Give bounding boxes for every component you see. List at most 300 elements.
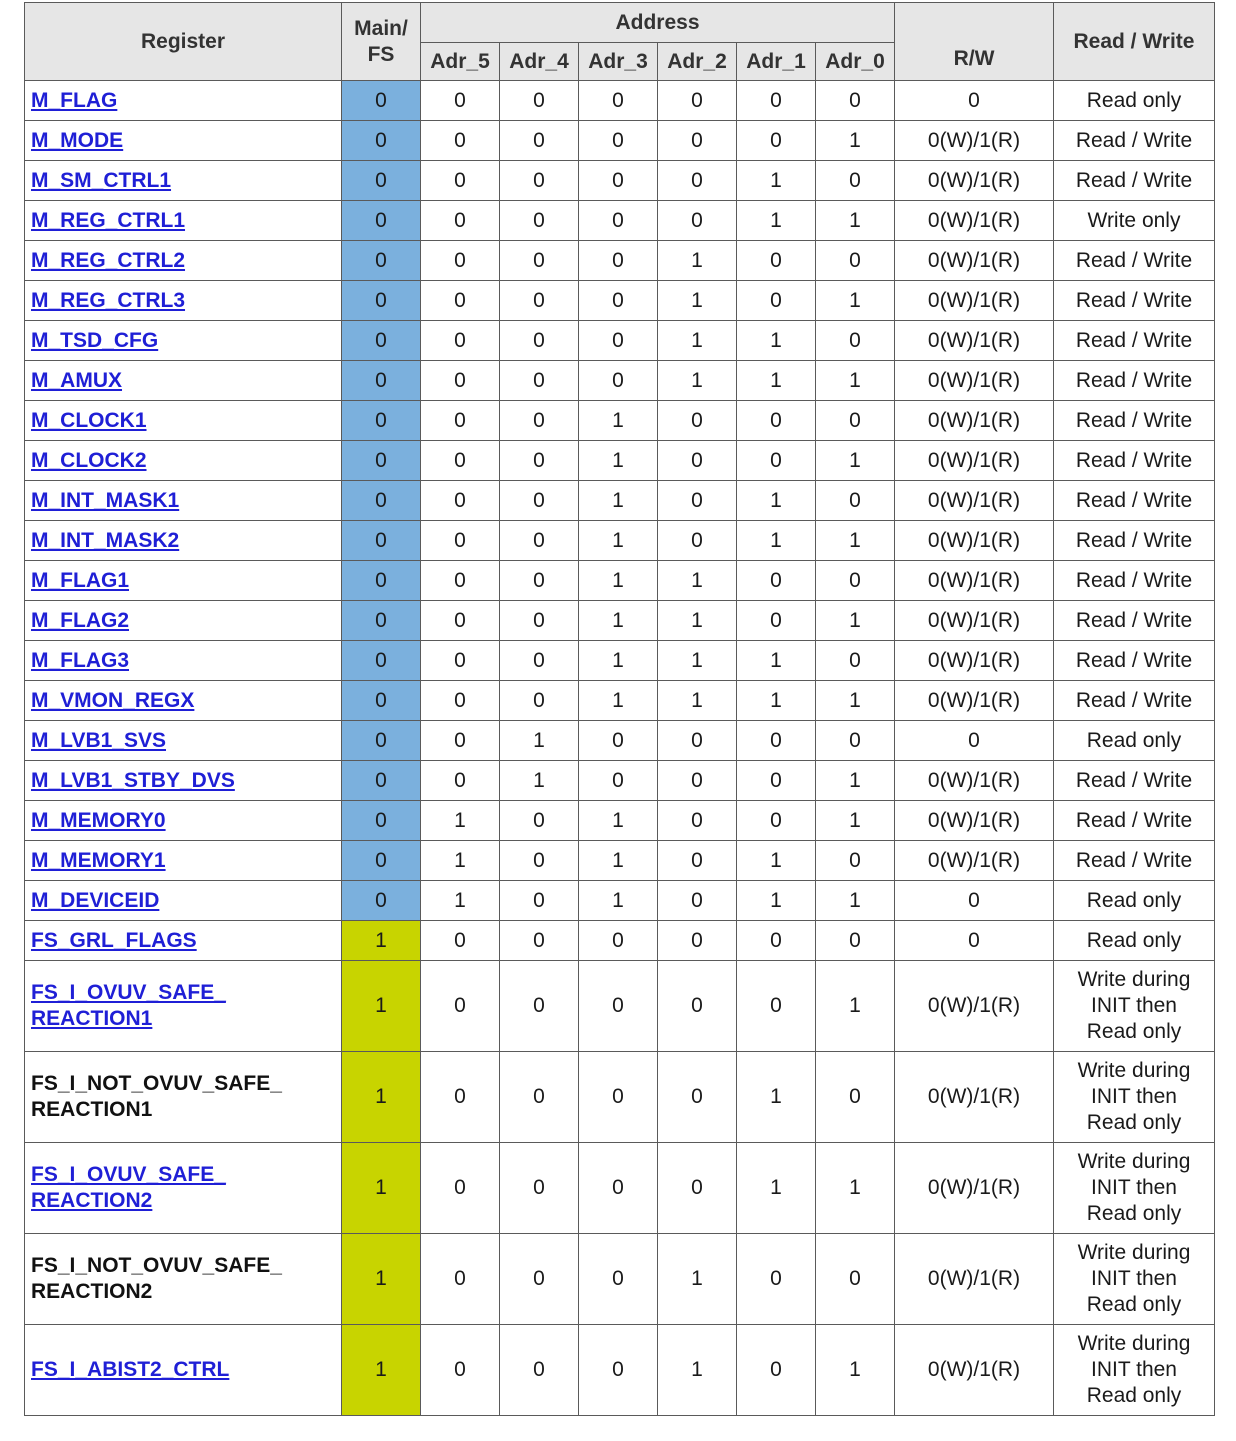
access-cell: Write only	[1054, 201, 1215, 241]
adr-0-cell: 1	[816, 1325, 895, 1416]
access-cell: Read / Write	[1054, 481, 1215, 521]
main-fs-cell: 0	[342, 681, 421, 721]
rw-cell: 0(W)/1(R)	[895, 801, 1054, 841]
adr-0-cell: 0	[816, 161, 895, 201]
main-fs-cell: 0	[342, 641, 421, 681]
rw-cell: 0(W)/1(R)	[895, 1143, 1054, 1234]
adr-3-cell: 0	[579, 161, 658, 201]
table-row	[25, 721, 1215, 761]
register-link[interactable]: M_REG_CTRL2	[31, 248, 186, 272]
adr-3-cell: 0	[579, 201, 658, 241]
adr-2-cell: 1	[658, 241, 737, 281]
adr-4-cell: 0	[500, 1325, 579, 1416]
register-cell	[25, 1143, 342, 1234]
adr-0-cell: 0	[816, 921, 895, 961]
adr-4-cell: 0	[500, 801, 579, 841]
table-row	[25, 961, 1215, 1052]
adr-5-cell: 0	[421, 561, 500, 601]
adr-2-cell: 1	[658, 361, 737, 401]
adr-3-cell: 0	[579, 361, 658, 401]
adr-5-cell: 0	[421, 441, 500, 481]
main-fs-cell: 0	[342, 561, 421, 601]
table-row	[25, 881, 1215, 921]
main-fs-cell: 0	[342, 161, 421, 201]
adr-2-cell: 0	[658, 521, 737, 561]
access-cell: Write during INIT then Read only	[1054, 1143, 1215, 1234]
adr-2-cell: 0	[658, 441, 737, 481]
adr-3-cell: 0	[579, 921, 658, 961]
table-row	[25, 761, 1215, 801]
adr-1-cell: 0	[737, 961, 816, 1052]
adr-5-cell: 0	[421, 521, 500, 561]
rw-cell: 0	[895, 721, 1054, 761]
adr-5-cell: 1	[421, 881, 500, 921]
register-cell	[25, 881, 342, 921]
access-cell: Read / Write	[1054, 521, 1215, 561]
table-row	[25, 641, 1215, 681]
access-cell: Write during INIT then Read only	[1054, 1234, 1215, 1325]
register-link[interactable]: M_MEMORY0	[31, 808, 166, 832]
header-adr0: Adr_0	[816, 43, 895, 81]
adr-4-cell: 0	[500, 121, 579, 161]
register-cell	[25, 1234, 342, 1325]
adr-0-cell: 0	[816, 721, 895, 761]
adr-0-cell: 0	[816, 241, 895, 281]
access-cell: Read only	[1054, 721, 1215, 761]
register-link[interactable]: M_INT_MASK1	[31, 488, 180, 512]
main-fs-cell: 0	[342, 361, 421, 401]
adr-3-cell: 0	[579, 81, 658, 121]
adr-0-cell: 0	[816, 841, 895, 881]
adr-3-cell: 0	[579, 961, 658, 1052]
adr-0-cell: 0	[816, 561, 895, 601]
adr-1-cell: 0	[737, 401, 816, 441]
main-fs-cell: 0	[342, 241, 421, 281]
adr-1-cell: 1	[737, 161, 816, 201]
adr-2-cell: 0	[658, 81, 737, 121]
adr-1-cell: 1	[737, 521, 816, 561]
main-fs-cell: 1	[342, 1143, 421, 1234]
table-row	[25, 601, 1215, 641]
adr-3-cell: 1	[579, 841, 658, 881]
rw-cell: 0(W)/1(R)	[895, 761, 1054, 801]
register-link[interactable]: M_MEMORY1	[31, 848, 166, 872]
adr-4-cell: 0	[500, 81, 579, 121]
rw-cell: 0(W)/1(R)	[895, 481, 1054, 521]
table-row	[25, 201, 1215, 241]
adr-3-cell: 0	[579, 121, 658, 161]
adr-2-cell: 0	[658, 961, 737, 1052]
adr-0-cell: 0	[816, 641, 895, 681]
table-row	[25, 1143, 1215, 1234]
adr-0-cell: 1	[816, 281, 895, 321]
access-cell: Write during INIT then Read only	[1054, 961, 1215, 1052]
adr-3-cell: 0	[579, 241, 658, 281]
rw-cell: 0(W)/1(R)	[895, 201, 1054, 241]
access-cell: Read / Write	[1054, 361, 1215, 401]
rw-cell: 0(W)/1(R)	[895, 121, 1054, 161]
register-link[interactable]: M_FLAG	[31, 88, 118, 112]
adr-0-cell: 1	[816, 881, 895, 921]
adr-4-cell: 0	[500, 841, 579, 881]
adr-0-cell: 1	[816, 521, 895, 561]
rw-cell: 0(W)/1(R)	[895, 1234, 1054, 1325]
adr-0-cell: 0	[816, 1234, 895, 1325]
main-fs-cell: 0	[342, 721, 421, 761]
adr-0-cell: 1	[816, 1143, 895, 1234]
adr-5-cell: 0	[421, 921, 500, 961]
adr-2-cell: 1	[658, 601, 737, 641]
access-cell: Read / Write	[1054, 281, 1215, 321]
access-cell: Read / Write	[1054, 321, 1215, 361]
rw-cell: 0(W)/1(R)	[895, 841, 1054, 881]
adr-4-cell: 0	[500, 601, 579, 641]
adr-2-cell: 1	[658, 1234, 737, 1325]
adr-3-cell: 1	[579, 521, 658, 561]
table-row	[25, 921, 1215, 961]
adr-4-cell: 1	[500, 721, 579, 761]
adr-2-cell: 1	[658, 641, 737, 681]
access-cell: Write during INIT then Read only	[1054, 1325, 1215, 1416]
register-link[interactable]: M_LVB1_SVS	[31, 728, 166, 752]
adr-5-cell: 0	[421, 761, 500, 801]
access-cell: Write during INIT then Read only	[1054, 1052, 1215, 1143]
main-fs-cell: 0	[342, 881, 421, 921]
access-cell: Read only	[1054, 921, 1215, 961]
main-fs-cell: 0	[342, 481, 421, 521]
register-link[interactable]: M_AMUX	[31, 368, 123, 392]
register-link[interactable]: M_TSD_CFG	[31, 328, 159, 352]
adr-1-cell: 0	[737, 761, 816, 801]
rw-cell: 0	[895, 921, 1054, 961]
register-cell	[25, 761, 342, 801]
adr-3-cell: 1	[579, 601, 658, 641]
main-fs-cell: 1	[342, 961, 421, 1052]
main-fs-cell: 1	[342, 1234, 421, 1325]
adr-1-cell: 0	[737, 801, 816, 841]
adr-0-cell: 0	[816, 81, 895, 121]
adr-2-cell: 0	[658, 1052, 737, 1143]
adr-3-cell: 0	[579, 1234, 658, 1325]
adr-2-cell: 1	[658, 321, 737, 361]
header-adr2: Adr_2	[658, 43, 737, 81]
register-cell	[25, 921, 342, 961]
adr-1-cell: 1	[737, 641, 816, 681]
adr-0-cell: 0	[816, 1052, 895, 1143]
adr-0-cell: 1	[816, 361, 895, 401]
adr-3-cell: 1	[579, 801, 658, 841]
main-fs-cell: 0	[342, 401, 421, 441]
adr-2-cell: 0	[658, 1143, 737, 1234]
access-cell: Read only	[1054, 881, 1215, 921]
adr-4-cell: 0	[500, 321, 579, 361]
table-row	[25, 1325, 1215, 1416]
table-row	[25, 681, 1215, 721]
adr-3-cell: 1	[579, 641, 658, 681]
adr-2-cell: 0	[658, 201, 737, 241]
adr-4-cell: 0	[500, 441, 579, 481]
adr-2-cell: 0	[658, 481, 737, 521]
adr-5-cell: 0	[421, 681, 500, 721]
register-cell	[25, 961, 342, 1052]
rw-cell: 0(W)/1(R)	[895, 1052, 1054, 1143]
register-name: FS_I_NOT_OVUV_SAFE_ REACTION2	[31, 1254, 282, 1303]
adr-5-cell: 0	[421, 961, 500, 1052]
adr-3-cell: 0	[579, 721, 658, 761]
register-cell	[25, 641, 342, 681]
adr-1-cell: 1	[737, 1052, 816, 1143]
adr-3-cell: 0	[579, 281, 658, 321]
header-adr1: Adr_1	[737, 43, 816, 81]
adr-4-cell: 0	[500, 681, 579, 721]
adr-5-cell: 0	[421, 1325, 500, 1416]
register-cell	[25, 1325, 342, 1416]
access-cell: Read / Write	[1054, 801, 1215, 841]
register-address-table	[24, 2, 1215, 1416]
header-adr4: Adr_4	[500, 43, 579, 81]
adr-1-cell: 0	[737, 441, 816, 481]
register-cell	[25, 721, 342, 761]
register-link[interactable]: M_CLOCK2	[31, 448, 147, 472]
adr-5-cell: 0	[421, 721, 500, 761]
register-name: FS_I_NOT_OVUV_SAFE_ REACTION1	[31, 1072, 282, 1121]
register-link[interactable]: FS_I_OVUV_SAFE_ REACTION1	[31, 981, 226, 1030]
access-cell: Read / Write	[1054, 841, 1215, 881]
adr-5-cell: 0	[421, 81, 500, 121]
rw-cell: 0(W)/1(R)	[895, 601, 1054, 641]
adr-0-cell: 1	[816, 961, 895, 1052]
adr-1-cell: 0	[737, 81, 816, 121]
adr-2-cell: 0	[658, 161, 737, 201]
adr-0-cell: 1	[816, 201, 895, 241]
adr-3-cell: 1	[579, 481, 658, 521]
adr-1-cell: 0	[737, 121, 816, 161]
adr-1-cell: 1	[737, 681, 816, 721]
main-fs-cell: 0	[342, 121, 421, 161]
register-link[interactable]: M_DEVICEID	[31, 888, 160, 912]
register-cell	[25, 241, 342, 281]
adr-2-cell: 0	[658, 881, 737, 921]
access-cell: Read / Write	[1054, 601, 1215, 641]
register-cell	[25, 361, 342, 401]
register-cell	[25, 681, 342, 721]
adr-5-cell: 0	[421, 401, 500, 441]
main-fs-cell: 0	[342, 521, 421, 561]
rw-cell: 0(W)/1(R)	[895, 321, 1054, 361]
rw-cell: 0(W)/1(R)	[895, 161, 1054, 201]
adr-4-cell: 0	[500, 201, 579, 241]
register-cell	[25, 841, 342, 881]
table-row	[25, 81, 1215, 121]
register-link[interactable]: FS_I_OVUV_SAFE_ REACTION2	[31, 1163, 226, 1212]
main-fs-cell: 0	[342, 441, 421, 481]
register-cell	[25, 801, 342, 841]
register-cell	[25, 521, 342, 561]
register-link[interactable]: M_VMON_REGX	[31, 688, 195, 712]
main-fs-cell: 0	[342, 201, 421, 241]
adr-4-cell: 0	[500, 921, 579, 961]
adr-5-cell: 0	[421, 121, 500, 161]
register-link[interactable]: M_LVB1_STBY_DVS	[31, 768, 235, 792]
adr-2-cell: 0	[658, 121, 737, 161]
adr-4-cell: 0	[500, 481, 579, 521]
adr-5-cell: 0	[421, 601, 500, 641]
register-link[interactable]: M_INT_MASK2	[31, 528, 180, 552]
adr-1-cell: 1	[737, 881, 816, 921]
table-row	[25, 121, 1215, 161]
rw-cell: 0(W)/1(R)	[895, 681, 1054, 721]
main-fs-cell: 0	[342, 321, 421, 361]
register-link[interactable]: M_REG_CTRL1	[31, 208, 186, 232]
adr-5-cell: 0	[421, 641, 500, 681]
register-link[interactable]: M_FLAG1	[31, 568, 130, 592]
access-cell: Read / Write	[1054, 561, 1215, 601]
register-cell	[25, 121, 342, 161]
adr-1-cell: 0	[737, 1234, 816, 1325]
register-cell	[25, 201, 342, 241]
adr-3-cell: 0	[579, 321, 658, 361]
adr-5-cell: 1	[421, 841, 500, 881]
header-address: Address	[421, 3, 895, 43]
adr-1-cell: 0	[737, 1325, 816, 1416]
adr-4-cell: 1	[500, 761, 579, 801]
adr-5-cell: 0	[421, 1052, 500, 1143]
rw-cell: 0(W)/1(R)	[895, 521, 1054, 561]
access-cell: Read / Write	[1054, 681, 1215, 721]
access-cell: Read / Write	[1054, 441, 1215, 481]
register-link[interactable]: FS_GRL_FLAGS	[31, 928, 197, 952]
adr-0-cell: 1	[816, 761, 895, 801]
main-fs-cell: 0	[342, 281, 421, 321]
adr-2-cell: 1	[658, 281, 737, 321]
register-link[interactable]: FS_I_ABIST2_CTRL	[31, 1358, 230, 1381]
rw-cell: 0(W)/1(R)	[895, 641, 1054, 681]
adr-5-cell: 0	[421, 321, 500, 361]
adr-4-cell: 0	[500, 161, 579, 201]
rw-cell: 0(W)/1(R)	[895, 401, 1054, 441]
table-row	[25, 481, 1215, 521]
adr-4-cell: 0	[500, 1234, 579, 1325]
adr-4-cell: 0	[500, 521, 579, 561]
adr-0-cell: 0	[816, 401, 895, 441]
adr-3-cell: 0	[579, 761, 658, 801]
register-link[interactable]: M_MODE	[31, 128, 124, 152]
register-link[interactable]: M_SM_CTRL1	[31, 168, 172, 192]
register-link[interactable]: M_REG_CTRL3	[31, 288, 186, 312]
rw-cell: 0	[895, 881, 1054, 921]
adr-3-cell: 0	[579, 1325, 658, 1416]
register-cell	[25, 321, 342, 361]
register-cell	[25, 441, 342, 481]
adr-2-cell: 1	[658, 681, 737, 721]
adr-0-cell: 1	[816, 441, 895, 481]
table-row	[25, 841, 1215, 881]
header-adr5: Adr_5	[421, 43, 500, 81]
adr-2-cell: 1	[658, 1325, 737, 1416]
table-row	[25, 801, 1215, 841]
adr-3-cell: 1	[579, 881, 658, 921]
register-link[interactable]: M_FLAG2	[31, 608, 130, 632]
adr-3-cell: 1	[579, 441, 658, 481]
adr-1-cell: 0	[737, 241, 816, 281]
header-rw: R/W	[895, 3, 1054, 81]
adr-1-cell: 1	[737, 201, 816, 241]
adr-4-cell: 0	[500, 961, 579, 1052]
rw-cell: 0(W)/1(R)	[895, 441, 1054, 481]
register-cell	[25, 401, 342, 441]
access-cell: Read / Write	[1054, 161, 1215, 201]
adr-4-cell: 0	[500, 641, 579, 681]
adr-3-cell: 1	[579, 401, 658, 441]
adr-1-cell: 0	[737, 721, 816, 761]
table-row	[25, 1234, 1215, 1325]
rw-cell: 0(W)/1(R)	[895, 361, 1054, 401]
table-row	[25, 1052, 1215, 1143]
adr-0-cell: 1	[816, 681, 895, 721]
adr-2-cell: 0	[658, 801, 737, 841]
access-cell: Read / Write	[1054, 401, 1215, 441]
register-link[interactable]: M_FLAG3	[31, 648, 130, 672]
adr-1-cell: 1	[737, 481, 816, 521]
adr-1-cell: 1	[737, 321, 816, 361]
adr-1-cell: 0	[737, 561, 816, 601]
adr-0-cell: 0	[816, 481, 895, 521]
adr-4-cell: 0	[500, 401, 579, 441]
table-row	[25, 361, 1215, 401]
rw-cell: 0	[895, 81, 1054, 121]
register-cell	[25, 481, 342, 521]
adr-4-cell: 0	[500, 281, 579, 321]
rw-cell: 0(W)/1(R)	[895, 561, 1054, 601]
register-cell	[25, 281, 342, 321]
adr-2-cell: 0	[658, 921, 737, 961]
table-row	[25, 241, 1215, 281]
main-fs-cell: 0	[342, 81, 421, 121]
adr-5-cell: 0	[421, 281, 500, 321]
adr-5-cell: 0	[421, 1234, 500, 1325]
adr-2-cell: 0	[658, 721, 737, 761]
adr-5-cell: 1	[421, 801, 500, 841]
table-row	[25, 441, 1215, 481]
adr-1-cell: 0	[737, 921, 816, 961]
adr-0-cell: 0	[816, 321, 895, 361]
adr-0-cell: 1	[816, 801, 895, 841]
header-main-fs: Main/ FS	[342, 3, 421, 81]
register-link[interactable]: M_CLOCK1	[31, 408, 147, 432]
adr-4-cell: 0	[500, 1143, 579, 1234]
adr-2-cell: 1	[658, 561, 737, 601]
adr-5-cell: 0	[421, 481, 500, 521]
main-fs-cell: 0	[342, 801, 421, 841]
adr-2-cell: 0	[658, 841, 737, 881]
main-fs-cell: 0	[342, 601, 421, 641]
adr-3-cell: 0	[579, 1143, 658, 1234]
adr-1-cell: 0	[737, 281, 816, 321]
table-row	[25, 561, 1215, 601]
table-row	[25, 161, 1215, 201]
rw-cell: 0(W)/1(R)	[895, 241, 1054, 281]
register-cell	[25, 161, 342, 201]
adr-4-cell: 0	[500, 361, 579, 401]
main-fs-cell: 1	[342, 1052, 421, 1143]
adr-3-cell: 0	[579, 1052, 658, 1143]
adr-5-cell: 0	[421, 201, 500, 241]
access-cell: Read / Write	[1054, 121, 1215, 161]
adr-5-cell: 0	[421, 161, 500, 201]
register-cell	[25, 1052, 342, 1143]
adr-3-cell: 1	[579, 561, 658, 601]
adr-5-cell: 0	[421, 241, 500, 281]
